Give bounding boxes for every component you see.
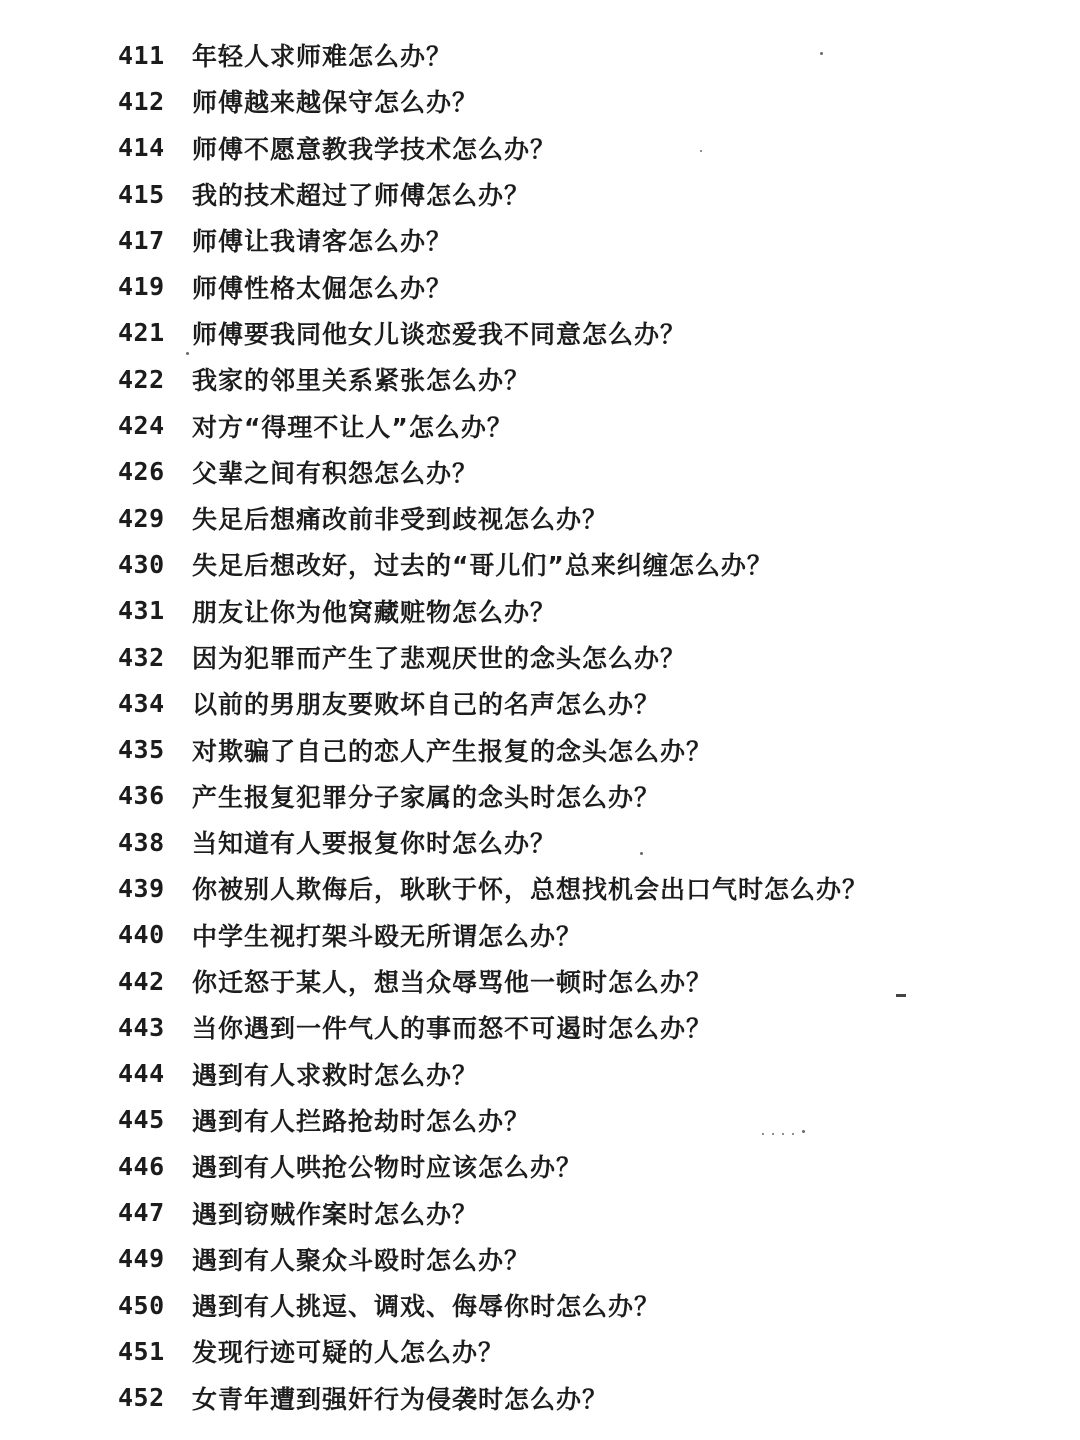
entry-title: 遇到有人求救时怎么办？ — [192, 1060, 479, 1090]
entry-number: 440 — [118, 920, 165, 950]
entry-number: 424 — [118, 411, 165, 441]
entry-title: 朋友让你为他窝藏赃物怎么办？ — [192, 597, 557, 627]
entry-title: 对欺骗了自己的恋人产生报复的念头怎么办？ — [192, 736, 713, 766]
entry-title: 你被别人欺侮后，耿耿于怀，总想找机会出口气时怎么办？ — [192, 875, 869, 905]
list-item — [118, 819, 1018, 865]
entry-number: 414 — [118, 133, 165, 163]
entry-number: 412 — [118, 86, 165, 116]
list-item — [118, 495, 1018, 541]
entry-number: 444 — [118, 1059, 165, 1089]
entry-number: 447 — [118, 1198, 165, 1228]
list-item — [118, 1097, 1018, 1143]
entry-number: 429 — [118, 503, 165, 533]
scan-dash — [896, 994, 906, 997]
list-item — [118, 541, 1018, 587]
entry-title: 我家的邻里关系紧张怎么办？ — [192, 366, 531, 396]
scan-speck — [186, 352, 189, 355]
list-item — [118, 1189, 1018, 1235]
entry-number: 422 — [118, 364, 165, 394]
entry-number: 451 — [118, 1336, 165, 1366]
entry-title: 失足后想痛改前非受到歧视怎么办？ — [192, 505, 609, 535]
list-item — [118, 912, 1018, 958]
entry-number: 432 — [118, 642, 165, 672]
entry-title: 发现行迹可疑的人怎么办？ — [192, 1338, 505, 1368]
entry-title: 师傅越来越保守怎么办？ — [192, 88, 479, 118]
list-item — [118, 263, 1018, 309]
entry-title: 遇到有人聚众斗殴时怎么办？ — [192, 1245, 531, 1275]
list-item — [118, 1051, 1018, 1097]
list-item — [118, 449, 1018, 495]
list-item — [118, 680, 1018, 726]
entry-title: 对方“得理不让人”怎么办？ — [192, 412, 513, 442]
entry-title: 遇到有人挑逗、调戏、侮辱你时怎么办？ — [192, 1292, 661, 1322]
entry-title: 中学生视打架斗殴无所谓怎么办？ — [192, 921, 583, 951]
entry-number: 417 — [118, 225, 165, 255]
list-item — [118, 773, 1018, 819]
entry-title: 师傅让我请客怎么办？ — [192, 227, 453, 257]
scan-speck — [640, 852, 643, 855]
entry-title: 女青年遭到强奸行为侵袭时怎么办？ — [192, 1384, 609, 1414]
scan-speck — [762, 1133, 764, 1135]
entry-title: 以前的男朋友要败坏自己的名声怎么办？ — [192, 690, 661, 720]
entry-title: 师傅不愿意教我学技术怎么办？ — [192, 134, 557, 164]
entry-title: 遇到有人哄抢公物时应该怎么办？ — [192, 1153, 583, 1183]
entry-number: 415 — [118, 179, 165, 209]
list-item — [118, 217, 1018, 263]
list-item — [118, 402, 1018, 448]
scan-speck — [820, 52, 823, 55]
entry-number: 450 — [118, 1290, 165, 1320]
list-item — [118, 1282, 1018, 1328]
scan-speck — [782, 1133, 784, 1135]
list-item — [118, 171, 1018, 217]
entry-number: 421 — [118, 318, 165, 348]
list-item — [118, 1004, 1018, 1050]
scan-speck — [802, 1130, 805, 1133]
list-item — [118, 125, 1018, 171]
list-item — [118, 1375, 1018, 1421]
entry-number: 434 — [118, 688, 165, 718]
entry-number: 449 — [118, 1244, 165, 1274]
entry-title: 遇到窃贼作案时怎么办？ — [192, 1199, 479, 1229]
list-item — [118, 634, 1018, 680]
list-item — [118, 78, 1018, 124]
entry-title: 遇到有人拦路抢劫时怎么办？ — [192, 1106, 531, 1136]
entry-number: 436 — [118, 781, 165, 811]
list-item — [118, 1328, 1018, 1374]
entry-number: 431 — [118, 596, 165, 626]
entry-title: 师傅性格太倔怎么办？ — [192, 273, 453, 303]
entry-number: 419 — [118, 272, 165, 302]
entry-number: 446 — [118, 1151, 165, 1181]
list-item — [118, 958, 1018, 1004]
entry-number: 442 — [118, 966, 165, 996]
list-item — [118, 356, 1018, 402]
entry-number: 430 — [118, 549, 165, 579]
entry-title: 师傅要我同他女儿谈恋爱我不同意怎么办？ — [192, 319, 687, 349]
entry-number: 443 — [118, 1012, 165, 1042]
entry-title: 失足后想改好，过去的“哥儿们”总来纠缠怎么办？ — [192, 551, 773, 581]
entry-number: 445 — [118, 1105, 165, 1135]
entry-title: 你迁怒于某人，想当众辱骂他一顿时怎么办？ — [192, 968, 713, 998]
list-item — [118, 32, 1018, 78]
list-item — [118, 1236, 1018, 1282]
entry-title: 当知道有人要报复你时怎么办？ — [192, 829, 557, 859]
entry-number: 411 — [118, 40, 165, 70]
scan-speck — [792, 1133, 794, 1135]
entry-number: 439 — [118, 873, 165, 903]
entry-number: 452 — [118, 1383, 165, 1413]
entry-title: 父辈之间有积怨怎么办？ — [192, 458, 479, 488]
entry-number: 435 — [118, 735, 165, 765]
list-item — [118, 310, 1018, 356]
entry-number: 438 — [118, 827, 165, 857]
entry-title: 我的技术超过了师傅怎么办？ — [192, 181, 531, 211]
entry-number: 426 — [118, 457, 165, 487]
entry-title: 产生报复犯罪分子家属的念头时怎么办？ — [192, 782, 661, 812]
list-item — [118, 1143, 1018, 1189]
entry-title: 当你遇到一件气人的事而怒不可遏时怎么办？ — [192, 1014, 713, 1044]
list-item — [118, 865, 1018, 911]
entry-title: 因为犯罪而产生了悲观厌世的念头怎么办？ — [192, 644, 687, 673]
list-item — [118, 726, 1018, 772]
scan-speck — [700, 150, 702, 152]
table-of-contents — [118, 32, 1018, 1421]
scan-speck — [772, 1133, 774, 1135]
list-item — [118, 588, 1018, 634]
entry-title: 年轻人求师难怎么办？ — [192, 42, 453, 72]
